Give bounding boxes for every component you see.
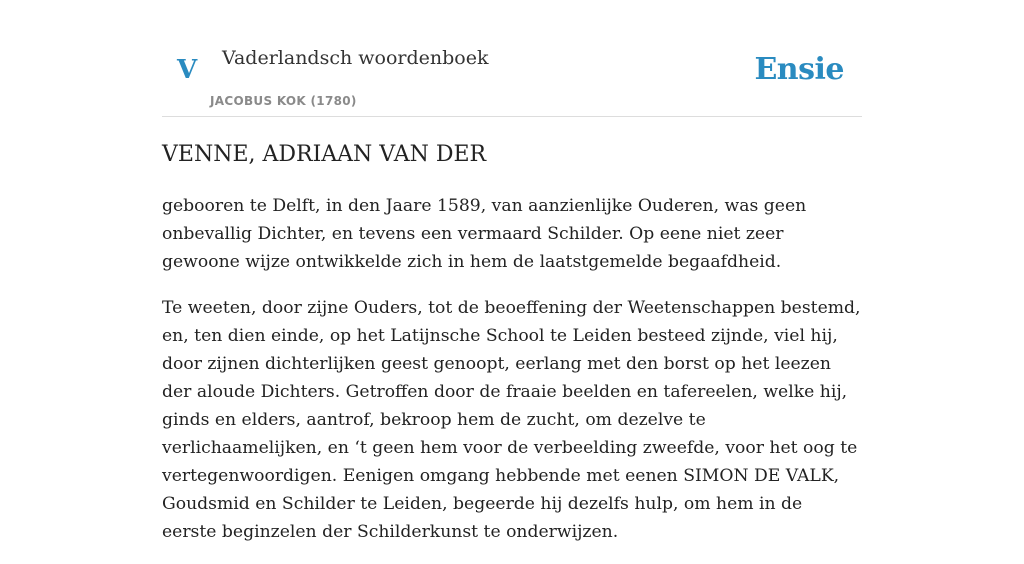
- entry-title: VENNE, ADRIAAN VAN DER: [162, 142, 487, 167]
- ensie-logo-link[interactable]: Ensie: [754, 52, 844, 87]
- entry-body: [162, 192, 862, 564]
- entry-paragraph-1: gebooren te Delft, in den Jaare 1589, van aanzienlijke Ouderen, was geen onbevallig Dichter, en tevens een vermaard Schilder. Op eene niet zeer gewoone wijze ontwikkelde zich in hem de laatstgemelde begaafdheid.: [162, 196, 807, 272]
- header: [162, 0, 862, 117]
- book-title-link[interactable]: Vaderlandsch woordenboek: [222, 47, 489, 69]
- book-author: JACOBUS KOK (1780): [210, 94, 357, 108]
- index-letter-link[interactable]: V: [177, 55, 198, 85]
- entry-paragraph-2: Te weeten, door zijne Ouders, tot de beoeffening der Weetenschappen bestemd, en, ten dien einde, op het Latijnsche School te Leiden besteed zijnde, viel hij, door zijnen dichterlijken geest genoopt, eerlang met den borst op het leezen der aloude Dichters. Getroffen door de fraaie beelden en tafereelen, welke hij, ginds en elders, aantrof, bekroop hem de zucht, om dezelve te verlichaamelijken, en ‘t geen hem voor de verbeelding zweefde, voor het oog te vertegenwoordigen. Eenigen omgang hebbende met eenen SIMON DE VALK, Goudsmid en Schilder te Leiden, begeerde hij dezelfs hulp, om hem in de eerste beginzelen der Schilderkunst te onderwijzen.: [162, 298, 861, 542]
